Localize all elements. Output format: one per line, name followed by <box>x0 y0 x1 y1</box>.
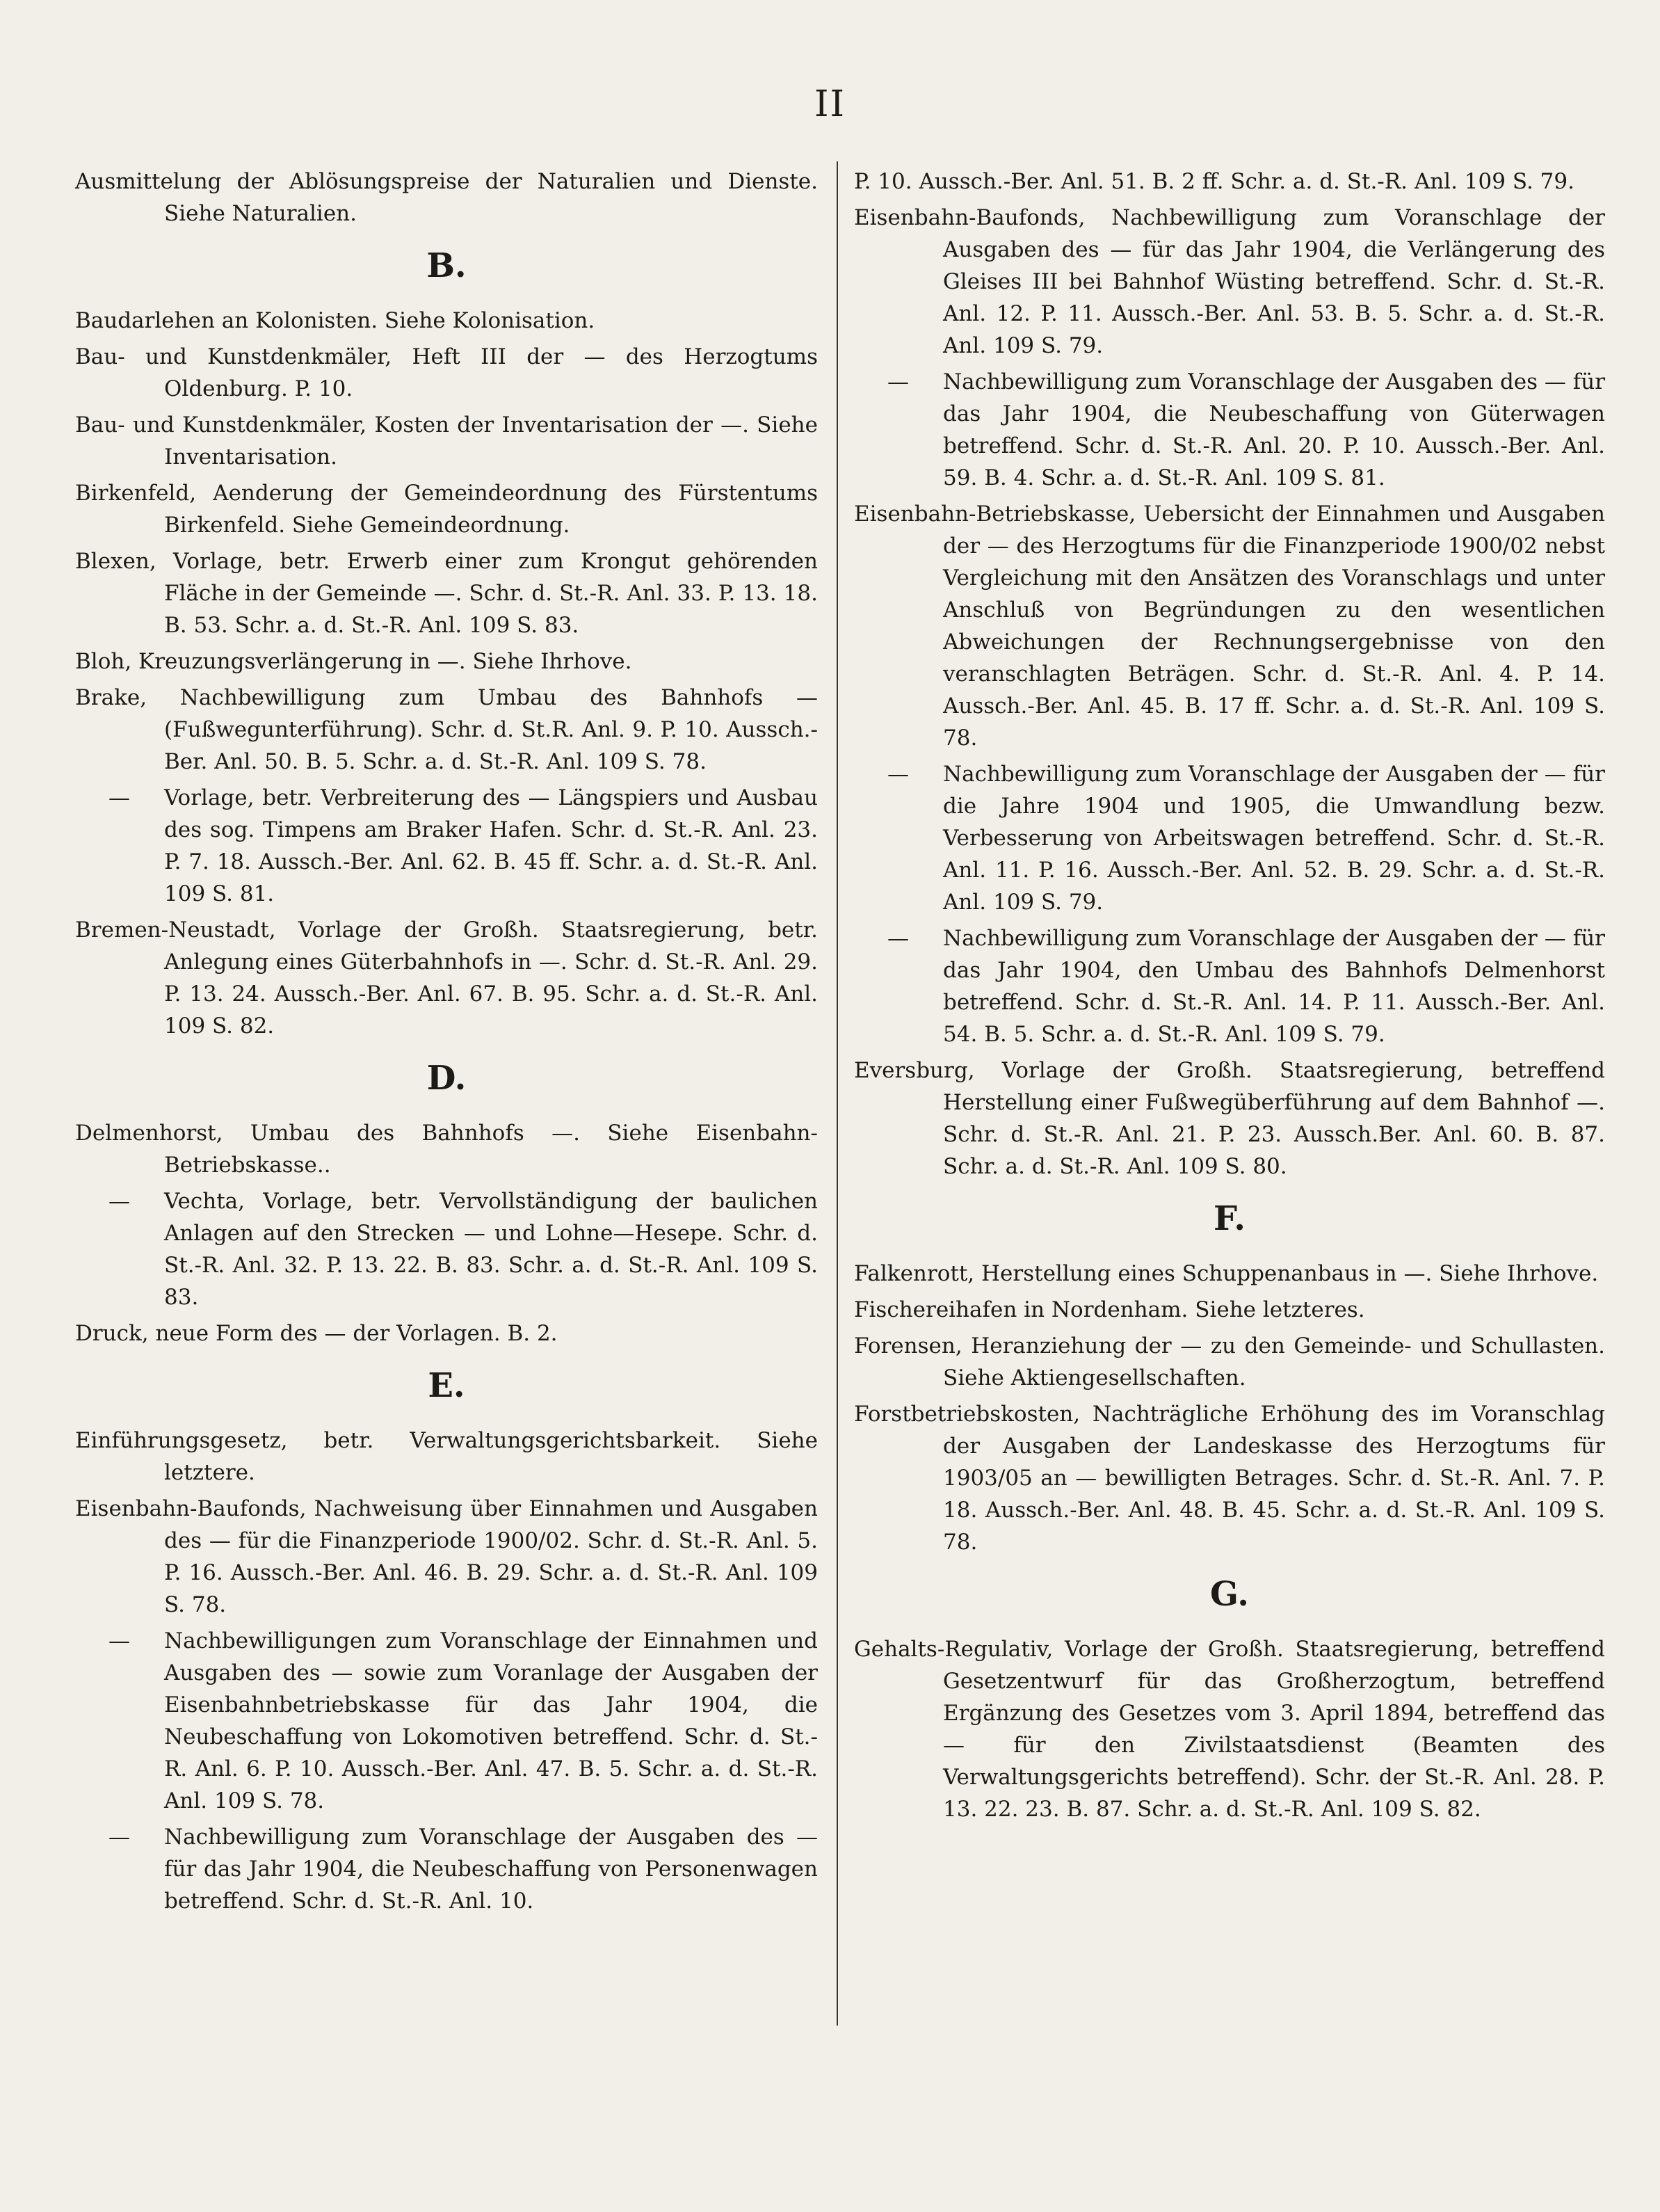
subentry-text: Nachbewilligung zum Voranschlage der Ausgaben der — für das Jahr 1904, den Umbau des Bahnhofs Delmenhorst betreffend. Schr. d. St.-R. Anl. 14. P. 11. Aussch.-Ber. Anl. 54. B. 5. Schr. a. d. St.-R. Anl. 109 S. 79. <box>943 926 1605 1047</box>
index-subentry <box>854 758 1605 918</box>
subentry-text: Nachbewilligung zum Voranschlage der Ausgaben der — für die Jahre 1904 und 1905, die Umwandlung bezw. Verbesserung von Arbeitswagen betreffend. Schr. d. St.-R. Anl. 11. P. 16. Aussch.-Ber. Anl. 52. B. 29. Schr. a. d. St.-R. Anl. 109 S. 79. <box>943 762 1605 915</box>
index-entry: Bremen-Neustadt, Vorlage der Großh. Staatsregierung, betr. Anlegung eines Güterbahnhofs in —. Schr. d. St.-R. Anl. 29. P. 13. 24. Aussch.-Ber. Anl. 67. B. 95. Schr. a. d. St.-R. Anl. 109 S. 82. <box>75 917 818 1039</box>
repeat-dash: — <box>108 1825 130 1850</box>
index-entry: Delmenhorst, Umbau des Bahnhofs —. Siehe Eisenbahn-Betriebskasse.. <box>75 1121 818 1178</box>
repeat-dash: — <box>887 369 909 394</box>
page-number: II <box>814 83 846 125</box>
repeat-dash: — <box>887 762 909 787</box>
index-entry: Eisenbahn-Baufonds, Nachweisung über Einnahmen und Ausgaben des — für die Finanzperiode 1900/02. Schr. d. St.-R. Anl. 5. P. 16. Aussch.-Ber. Anl. 46. B. 29. Schr. a. d. St.-R. Anl. 109 S. 78. <box>75 1496 818 1617</box>
index-entry: Eversburg, Vorlage der Großh. Staatsregierung, betreffend Herstellung einer Fußwegüberführung auf dem Bahnhof —. Schr. d. St.-R. Anl. 21. P. 23. Aussch.Ber. Anl. 60. B. 87. Schr. a. d. St.-R. Anl. 109 S. 80. <box>854 1058 1605 1179</box>
index-entry: Brake, Nachbewilligung zum Umbau des Bahnhofs — (Fußwegunterführung). Schr. d. St.R. Anl. 9. P. 10. Aussch.-Ber. Anl. 50. B. 5. Schr. a. d. St.-R. Anl. 109 S. 78. <box>75 685 818 774</box>
index-subentry <box>75 1625 818 1817</box>
index-entry: Bloh, Kreuzungsverlängerung in —. Siehe Ihrhove. <box>75 649 632 674</box>
left-column <box>75 166 818 1921</box>
index-entry: Falkenrott, Herstellung eines Schuppenanbaus in —. Siehe Ihrhove. <box>854 1261 1599 1286</box>
repeat-dash: — <box>108 785 130 810</box>
subentry-text: Vechta, Vorlage, betr. Vervollständigung der baulichen Anlagen auf den Strecken — und Lohne—Hesepe. Schr. d. St.-R. Anl. 32. P. 13. 22. B. 83. Schr. a. d. St.-R. Anl. 109 S. 83. <box>164 1189 818 1310</box>
index-entry: Baudarlehen an Kolonisten. Siehe Kolonisation. <box>75 308 595 333</box>
subentry-text: Nachbewilligung zum Voranschlage der Ausgaben des — für das Jahr 1904, die Neubeschaffung von Personenwagen betreffend. Schr. d. St.-R. Anl. 10. <box>164 1825 818 1914</box>
section-letter: E. <box>428 1366 465 1405</box>
section-letter: B. <box>426 246 467 285</box>
repeat-dash: — <box>108 1189 130 1214</box>
repeat-dash: — <box>887 926 909 951</box>
subentry-text: Vorlage, betr. Verbreiterung des — Längspiers und Ausbau des sog. Timpens am Braker Hafen. Schr. d. St.-R. Anl. 23. P. 7. 18. Aussch.-Ber. Anl. 62. B. 45 ff. Schr. a. d. St.-R. Anl. 109 S. 81. <box>164 785 818 906</box>
index-entry-continuation: P. 10. Aussch.-Ber. Anl. 51. B. 2 ff. Schr. a. d. St.-R. Anl. 109 S. 79. <box>854 169 1574 194</box>
subentry-text: Nachbewilligung zum Voranschlage der Ausgaben des — für das Jahr 1904, die Neubeschaffung von Güterwagen betreffend. Schr. d. St.-R. Anl. 20. P. 10. Aussch.-Ber. Anl. 59. B. 4. Schr. a. d. St.-R. Anl. 109 S. 81. <box>943 369 1606 490</box>
index-subentry <box>854 922 1605 1050</box>
index-entry: Blexen, Vorlage, betr. Erwerb einer zum Krongut gehörenden Fläche in der Gemeinde —. Schr. d. St.-R. Anl. 33. P. 13. 18. B. 53. Schr. a. d. St.-R. Anl. 109 S. 83. <box>75 549 818 638</box>
index-entry: Gehalts-Regulativ, Vorlage der Großh. Staatsregierung, betreffend Gesetzentwurf für das Großherzogtum, betreffend Ergänzung des Gesetzes vom 3. April 1894, betreffend das — für den Zivilstaatsdienst (Beamten des Verwaltungsgerichts betreffend). Schr. der St.-R. Anl. 28. P. 13. 22. 23. B. 87. Schr. a. d. St.-R. Anl. 109 S. 82. <box>854 1637 1605 1822</box>
index-entry: Forensen, Heranziehung der — zu den Gemeinde- und Schullasten. Siehe Aktiengesellschaften. <box>854 1333 1605 1390</box>
subentry-text: Nachbewilligungen zum Voranschlage der Einnahmen und Ausgaben des — sowie zum Voranlage der Ausgaben der Eisenbahnbetriebskasse für das Jahr 1904, die Neubeschaffung von Lokomotiven betreffend. Schr. d. St.-R. Anl. 6. P. 10. Aussch.-Ber. Anl. 47. B. 5. Schr. a. d. St.-R. Anl. 109 S. 78. <box>164 1628 818 1813</box>
index-entry: Fischereihafen in Nordenham. Siehe letzteres. <box>854 1297 1365 1322</box>
index-subentry <box>75 782 818 910</box>
section-letter: F. <box>1214 1199 1246 1238</box>
index-entry: Eisenbahn-Betriebskasse, Uebersicht der Einnahmen und Ausgaben der — des Herzogtums für die Finanzperiode 1900/02 nebst Vergleichung mit den Ansätzen des Voranschlags und unter Anschluß von Begründungen zu den wesentlichen Abweichungen der Rechnungsergebnisse von den veranschlagten Beträgen. Schr. d. St.-R. Anl. 4. P. 14. Aussch.-Ber. Anl. 45. B. 17 ff. Schr. a. d. St.-R. Anl. 109 S. 78. <box>854 502 1605 751</box>
section-letter: D. <box>426 1059 467 1098</box>
index-entry: Bau- und Kunstdenkmäler, Kosten der Inventarisation der —. Siehe Inventarisation. <box>75 412 818 470</box>
index-entry: Eisenbahn-Baufonds, Nachbewilligung zum Voranschlage der Ausgaben des — für das Jahr 1904, die Verlängerung des Gleises III bei Bahnhof Wüsting betreffend. Schr. d. St.-R. Anl. 12. P. 11. Aussch.-Ber. Anl. 53. B. 5. Schr. a. d. St.-R. Anl. 109 S. 79. <box>854 205 1605 358</box>
index-subentry <box>75 1185 818 1313</box>
index-entry: Druck, neue Form des — der Vorlagen. B. 2. <box>75 1321 558 1346</box>
repeat-dash: — <box>108 1628 130 1653</box>
index-entry: Forstbetriebskosten, Nachträgliche Erhöhung des im Voranschlag der Ausgaben der Landeskasse des Herzogtums für 1903/05 an — bewilligten Betrages. Schr. d. St.-R. Anl. 7. P. 18. Aussch.-Ber. Anl. 48. B. 45. Schr. a. d. St.-R. Anl. 109 S. 78. <box>854 1402 1605 1555</box>
column-divider <box>837 161 838 2026</box>
index-subentry <box>854 366 1605 494</box>
index-entry: Bau- und Kunstdenkmäler, Heft III der — des Herzogtums Oldenburg. P. 10. <box>75 344 818 401</box>
index-subentry <box>75 1821 818 1917</box>
index-entry: Ausmittelung der Ablösungspreise der Naturalien und Dienste. Siehe Naturalien. <box>75 169 818 226</box>
index-entry: Birkenfeld, Aenderung der Gemeindeordnung des Fürstentums Birkenfeld. Siehe Gemeindeordnung. <box>75 481 818 538</box>
section-letter: G. <box>1210 1575 1249 1614</box>
index-entry: Einführungsgesetz, betr. Verwaltungsgerichtsbarkeit. Siehe letztere. <box>75 1428 818 1485</box>
right-column <box>854 166 1605 1829</box>
